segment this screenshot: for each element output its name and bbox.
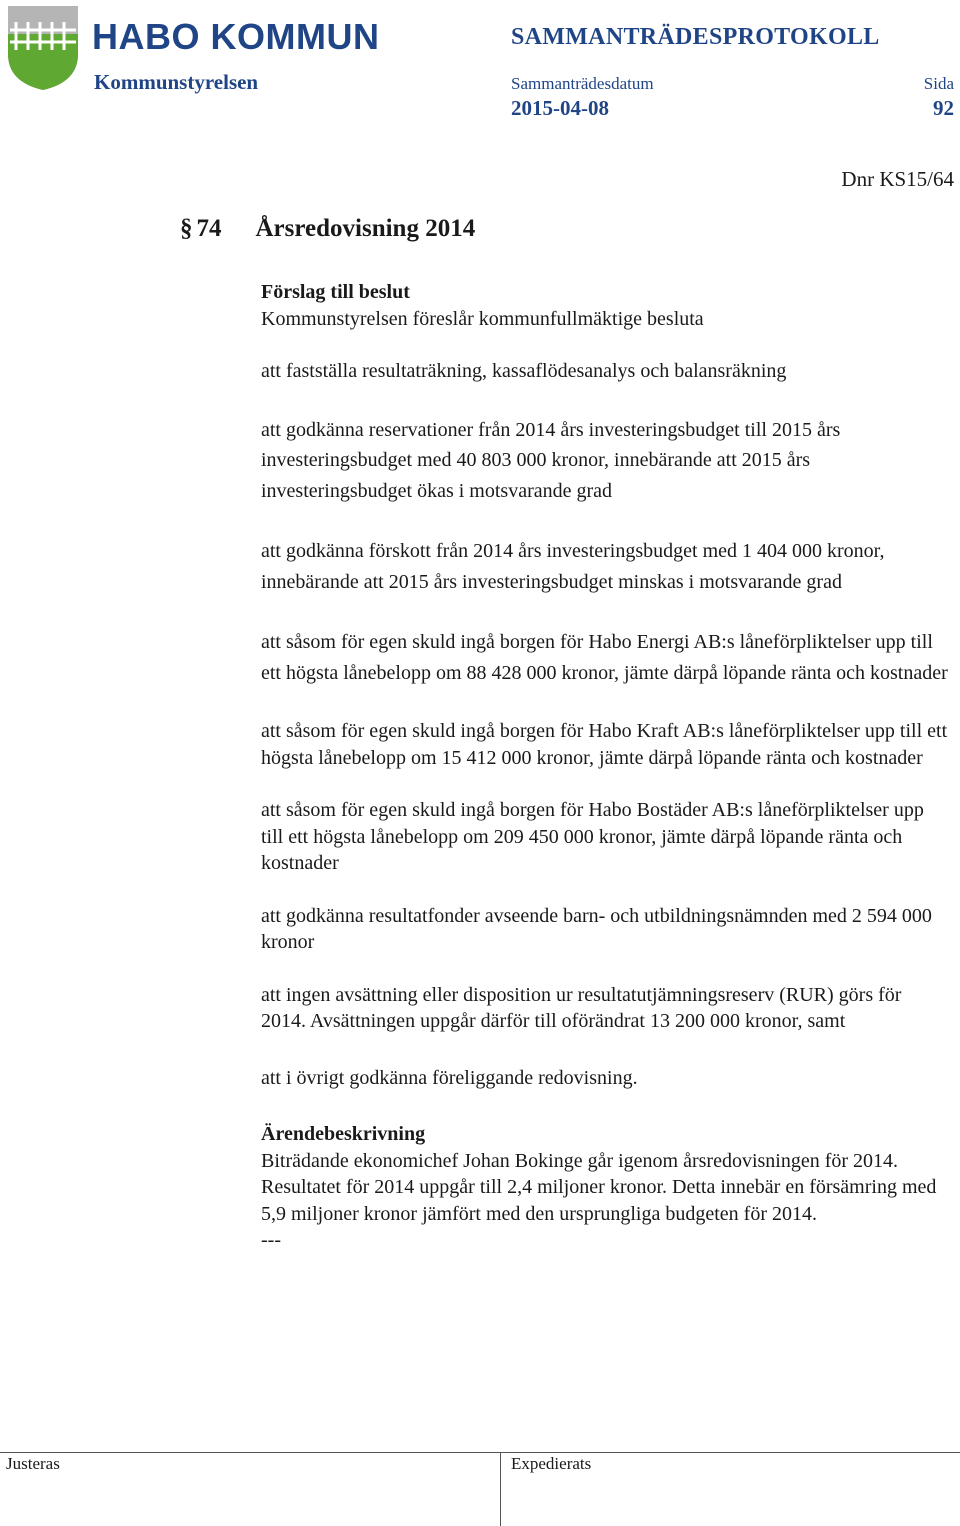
- section-symbol: §: [180, 215, 193, 242]
- section-title: Årsredovisning 2014: [255, 215, 476, 242]
- section-number: 74: [196, 215, 222, 242]
- section-heading: [180, 215, 475, 243]
- page-number: 92: [933, 96, 954, 120]
- meeting-date: 2015-04-08: [511, 96, 609, 120]
- description-heading: Ärendebeskrivning: [261, 1123, 426, 1145]
- organ-name: Kommunstyrelsen: [94, 70, 259, 94]
- document-title: SAMMANTRÄDESPROTOKOLL: [511, 24, 880, 50]
- brand-name: HABO KOMMUN: [92, 16, 380, 57]
- proposal-item: att godkänna resultatfonder avseende barn- och utbildningsnämnden med 2 594 000 kronor: [261, 904, 932, 953]
- document-body: [261, 279, 951, 1254]
- justeras-label: Justeras: [6, 1454, 60, 1473]
- proposal-item: att godkänna reservationer från 2014 års investeringsbudget till 2015 års investeringsbudget med 40 803 000 kronor, innebärande att 2015 års investeringsbudget ökas i motsvarande grad: [261, 418, 841, 502]
- end-mark: ---: [261, 1229, 281, 1251]
- proposal-item: att fastställa resultaträkning, kassaflödesanalys och balansräkning: [261, 360, 787, 382]
- proposal-heading: Förslag till beslut: [261, 281, 410, 303]
- proposal-item: att godkänna förskott från 2014 års investeringsbudget med 1 404 000 kronor, innebärande att 2015 års investeringsbudget minskas i motsvarande grad: [261, 540, 885, 593]
- description-text: Biträdande ekonomichef Johan Bokinge går igenom årsredovisningen för 2014. Resultatet för 2014 uppgår till 2,4 miljoner kronor. Detta innebär en försämring med 5,9 miljoner kronor jämfört med den ursprungliga budgeten för 2014.: [261, 1149, 937, 1225]
- footer-column-divider: [500, 1452, 501, 1526]
- proposal-item: att såsom för egen skuld ingå borgen för Habo Bostäder AB:s låneförpliktelser upp till ett högsta lånebelopp om 209 450 000 kronor, jämte därpå löpande ränta och kostnader: [261, 799, 924, 874]
- habo-kommun-logo-icon: [6, 4, 80, 92]
- proposal-item: att i övrigt godkänna föreliggande redovisning.: [261, 1066, 638, 1089]
- diary-number: Dnr KS15/64: [841, 167, 954, 191]
- page-label: Sida: [923, 74, 954, 93]
- proposal-item: att såsom för egen skuld ingå borgen för Habo Kraft AB:s låneförpliktelser upp till ett högsta lånebelopp om 15 412 000 kronor, jämte därpå löpande ränta och kostnader: [261, 720, 948, 769]
- proposal-item: att ingen avsättning eller disposition ur resultatutjämningsreserv (RUR) görs för 2014. Avsättningen uppgår därför till oförändrat 13 200 000 kronor, samt: [261, 983, 902, 1032]
- proposal-intro: Kommunstyrelsen föreslår kommunfullmäktige besluta: [261, 307, 704, 330]
- meeting-date-label: Sammanträdesdatum: [511, 74, 654, 93]
- proposal-item: att såsom för egen skuld ingå borgen för Habo Energi AB:s låneförpliktelser upp till ett högsta lånebelopp om 88 428 000 kronor, jämte därpå löpande ränta och kostnader: [261, 631, 948, 684]
- footer-divider: [0, 1452, 960, 1453]
- expedierats-label: Expedierats: [511, 1454, 592, 1473]
